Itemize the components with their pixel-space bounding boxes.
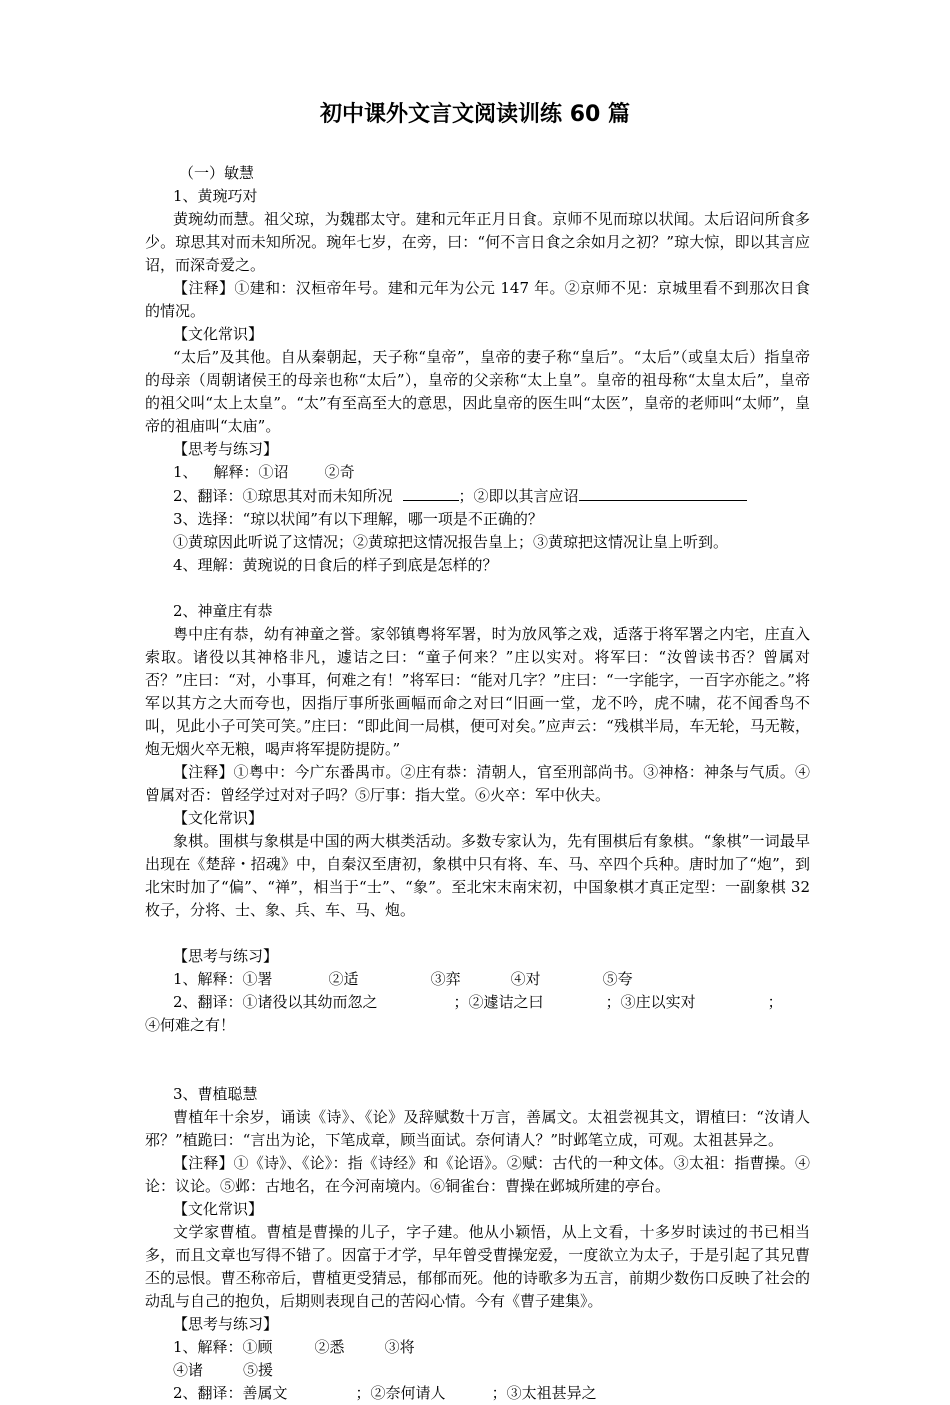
document-body	[145, 162, 810, 1405]
culture-heading: 【文化常识】	[173, 325, 264, 343]
exercise-q2: 2、翻译：善属文 ；②奈何请人 ；③太祖甚异之	[173, 1384, 597, 1402]
exercise-q1: 1、解释：①署 ②适 ③弈 ④对 ⑤夸	[173, 970, 633, 988]
article-title: 2、神童庄有恭	[173, 602, 273, 620]
culture-text: 象棋。围棋与象棋是中国的两大棋类活动。多数专家认为，先有围棋后有象棋。“象棋”一词最早出现在《楚辞・招魂》中，自秦汉至唐初，象棋中只有将、车、马、卒四个兵种。唐时加了“炮”，到北宋时加了“偏”、“禅”，相当于“士”、“象”。至北宋末南宋初，中国象棋才真正定型：一副象棋 32 枚子，分将、士、象、兵、车、马、炮。	[145, 832, 810, 919]
article-notes: 【注释】①《诗》、《论》：指《诗经》和《论语》。②赋：古代的一种文体。③太祖：指曹操。④论：议论。⑤邺：古地名，在今河南境内。⑥铜雀台：曹操在邺城所建的亭台。	[145, 1154, 810, 1195]
article-text: 黄琬幼而慧。祖父琼，为魏郡太守。建和元年正月日食。京师不见而琼以状闻。太后诏问所食多少。琼思其对而未知所况。琬年七岁，在旁，曰：“何不言日食之余如月之初？”琼大惊，即以其言应诏，而深奇爱之。	[145, 210, 810, 274]
article-title: 3、曹植聪慧	[173, 1085, 258, 1103]
culture-text: “太后”及其他。自从秦朝起，天子称“皇帝”，皇帝的妻子称“皇后”。“太后”（或皇太后）指皇帝的母亲（周朝诸侯王的母亲也称“太后”），皇帝的父亲称“太上皇”。皇帝的祖母称“太皇太后”，皇帝的祖父叫“太上太皇”。“太”有至高至大的意思，因此皇帝的医生叫“太医”，皇帝的老师叫“太师”，皇帝的祖庙叫“太庙”。	[145, 348, 810, 435]
exercise-q4: 4、理解：黄琬说的日食后的样子到底是怎样的？	[173, 556, 498, 574]
article-title: 1、黄琬巧对	[173, 187, 258, 205]
culture-heading: 【文化常识】	[173, 809, 264, 827]
article-text: 粤中庄有恭，幼有神童之誉。家邻镇粤将军署，时为放风筝之戏，适落于将军署之内宅，庄直入索取。诸役以其神格非凡，遽诘之曰：“童子何来？”庄以实对。将军曰：“汝曾读书否？曾属对否？”庄曰：“对，小事耳，何难之有！”将军曰：“能对几字？”庄曰：“一字能字，一百字亦能之。”将军以其方之大而夸也，因指厅事所张画幅而命之对曰“旧画一堂，龙不吟，虎不啸，花不闻香鸟不叫，见此小子可笑可笑。”庄曰：“即此间一局棋，便可对矣。”应声云：“残棋半局，车无轮，马无鞍，炮无烟火卒无粮，喝声将军提防提防。”	[145, 625, 810, 758]
exercise-q2: 2、翻译：①琼思其对而未知所况 ；②即以其言应诏	[145, 484, 810, 508]
article-notes: 【注释】①建和：汉桓帝年号。建和元年为公元 147 年。②京师不见：京城里看不到那次日食的情况。	[145, 279, 810, 320]
exercise-q1: 1、 解释：①诏 ②奇	[173, 463, 355, 481]
article-notes: 【注释】①粤中：今广东番禺市。②庄有恭：清朝人，官至刑部尚书。③神格：神条与气质。④曾属对否：曾经学过对对子吗？⑤厅事：指大堂。⑥火卒：军中伙夫。	[145, 763, 810, 804]
exercise-heading: 【思考与练习】	[173, 947, 279, 965]
exercise-q3: 3、选择：“琼以状闻”有以下理解，哪一项是不正确的？	[173, 510, 543, 528]
exercise-q1-cont: ④诸 ⑤援	[173, 1361, 274, 1379]
answer-blank[interactable]	[403, 484, 459, 501]
article-text: 曹植年十余岁，诵读《诗》、《论》及辞赋数十万言，善属文。太祖尝视其文，谓植曰：“汝请人邪？”植跪曰：“言出为论，下笔成章，顾当面试。奈何请人？”时邺笔立成，可观。太祖甚异之。	[145, 1108, 810, 1149]
culture-text: 文学家曹植。曹植是曹操的儿子，字子建。他从小颖悟，从上文看，十多岁时读过的书已相当多，而且文章也写得不错了。因富于才学，早年曾受曹操宠爱，一度欲立为太子，于是引起了其兄曹丕的忌恨。曹丕称帝后，曹植更受猜忌，郁郁而死。他的诗歌多为五言，前期少数伤口反映了社会的动乱与自己的抱负，后期则表现自己的苦闷心情。今有《曹子建集》。	[145, 1223, 810, 1310]
document-title: 初中课外文言文阅读训练 60 篇	[320, 102, 630, 127]
culture-heading: 【文化常识】	[173, 1200, 264, 1218]
exercise-q3-options: ①黄琼因此听说了这情况；②黄琼把这情况报告皇上；③黄琼把这情况让皇上听到。	[173, 533, 729, 551]
answer-blank[interactable]	[579, 484, 747, 501]
section-heading: （一）敏慧	[179, 164, 255, 182]
exercise-q2: 2、翻译：①诸役以其幼而忽之 ；②遽诘之曰 ；③庄以实对 ；	[173, 993, 783, 1011]
exercise-heading: 【思考与练习】	[173, 1315, 279, 1333]
exercise-q2-cont: ④何难之有！	[145, 1016, 236, 1034]
exercise-q1: 1、解释：①顾 ②悉 ③将	[173, 1338, 415, 1356]
exercise-heading: 【思考与练习】	[173, 440, 279, 458]
